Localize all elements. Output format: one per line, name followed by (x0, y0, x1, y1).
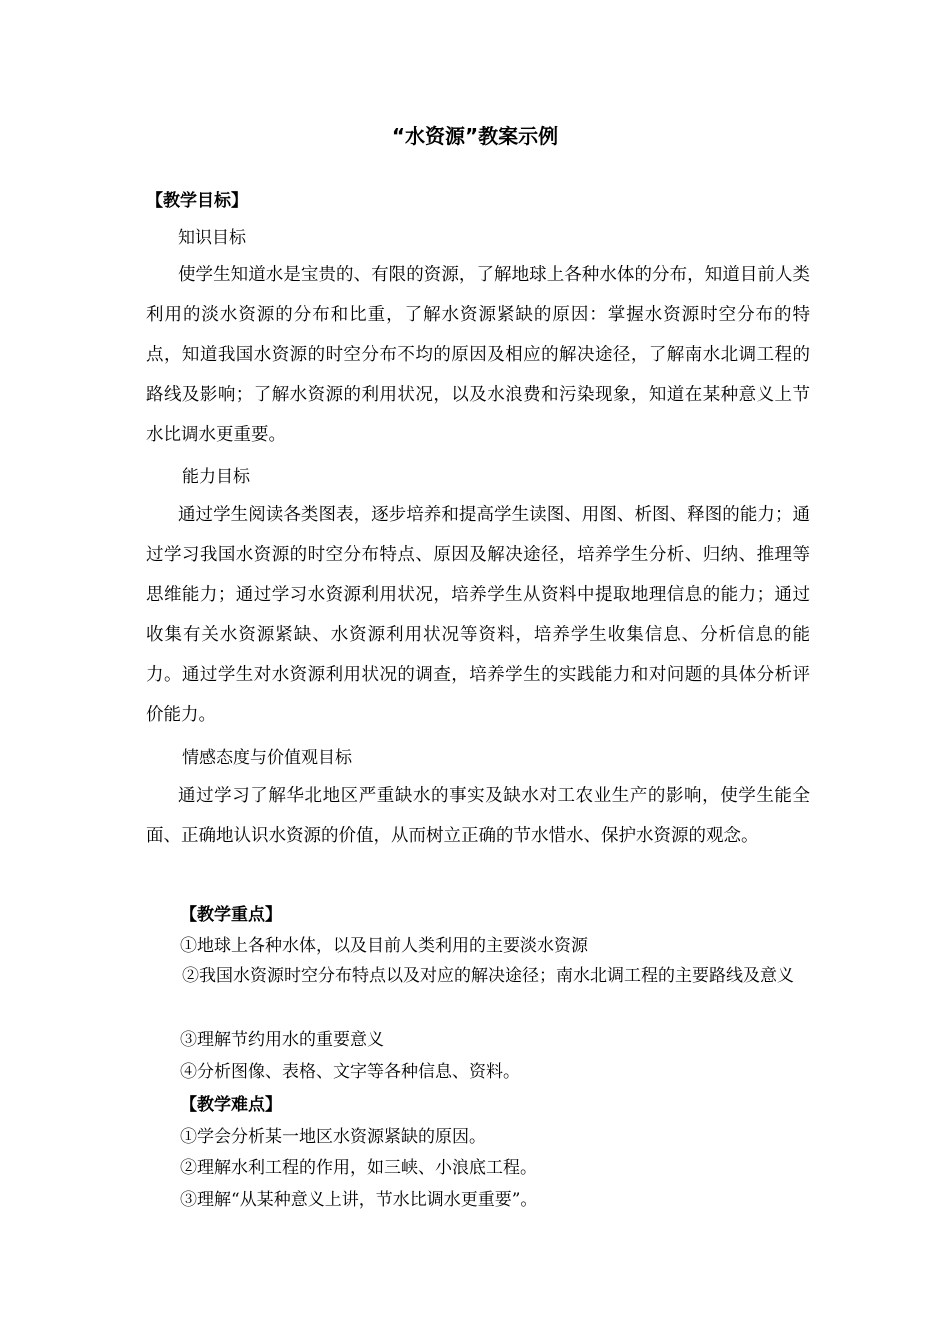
difficulty-item: ①学会分析某一地区水资源紧缺的原因。 (180, 1127, 486, 1147)
key-points-heading: 【教学重点】 (180, 905, 282, 925)
ability-objective-text: 通过学生阅读各类图表，逐步培养和提高学生读图、用图、析图、释图的能力；通过学习我国水资源的时空分布特点、原因及解决途径，培养学生分析、归纳、推理等思维能力；通过学习水资源利用状况，培养学生从资料中提取地理信息的能力；通过收集有关水资源紧缺、水资源利用状况等资料，培养学生收集信息、分析信息的能力。通过学生对水资源利用状况的调查，培养学生的实践能力和对问题的具体分析评价能力。 (146, 505, 810, 725)
teaching-objectives-heading: 【教学目标】 (146, 191, 248, 211)
key-point-item: ②我国水资源时空分布特点以及对应的解决途径；南水北调工程的主要路线及意义 (182, 966, 794, 986)
difficulty-item: ③理解“从某种意义上讲，节水比调水更重要”。 (180, 1190, 538, 1210)
difficulty-item: ②理解水利工程的作用，如三峡、小浪底工程。 (180, 1158, 537, 1178)
attitude-objective-text: 通过学习了解华北地区严重缺水的事实及缺水对工农业生产的影响，使学生能全面、正确地认识水资源的价值，从而树立正确的节水惜水、保护水资源的观念。 (146, 786, 810, 846)
ability-objective-label: 能力目标 (182, 467, 250, 487)
key-point-item: ①地球上各种水体，以及目前人类利用的主要淡水资源 (180, 936, 588, 956)
attitude-objective-label: 情感态度与价值观目标 (182, 748, 352, 768)
document-title: “水资源”教案示例 (391, 124, 559, 148)
knowledge-objective-label: 知识目标 (178, 228, 246, 248)
difficulties-heading: 【教学难点】 (180, 1095, 282, 1115)
key-point-item: ③理解节约用水的重要意义 (180, 1030, 384, 1050)
key-point-item: ④分析图像、表格、文字等各种信息、资料。 (180, 1062, 520, 1082)
knowledge-objective-text: 使学生知道水是宝贵的、有限的资源，了解地球上各种水体的分布，知道目前人类利用的淡水资源的分布和比重，了解水资源紧缺的原因：掌握水资源时空分布的特点，知道我国水资源的时空分布不均的原因及相应的解决途径，了解南水北调工程的路线及影响；了解水资源的利用状况，以及水浪费和污染现象，知道在某种意义上节水比调水更重要。 (146, 265, 810, 445)
